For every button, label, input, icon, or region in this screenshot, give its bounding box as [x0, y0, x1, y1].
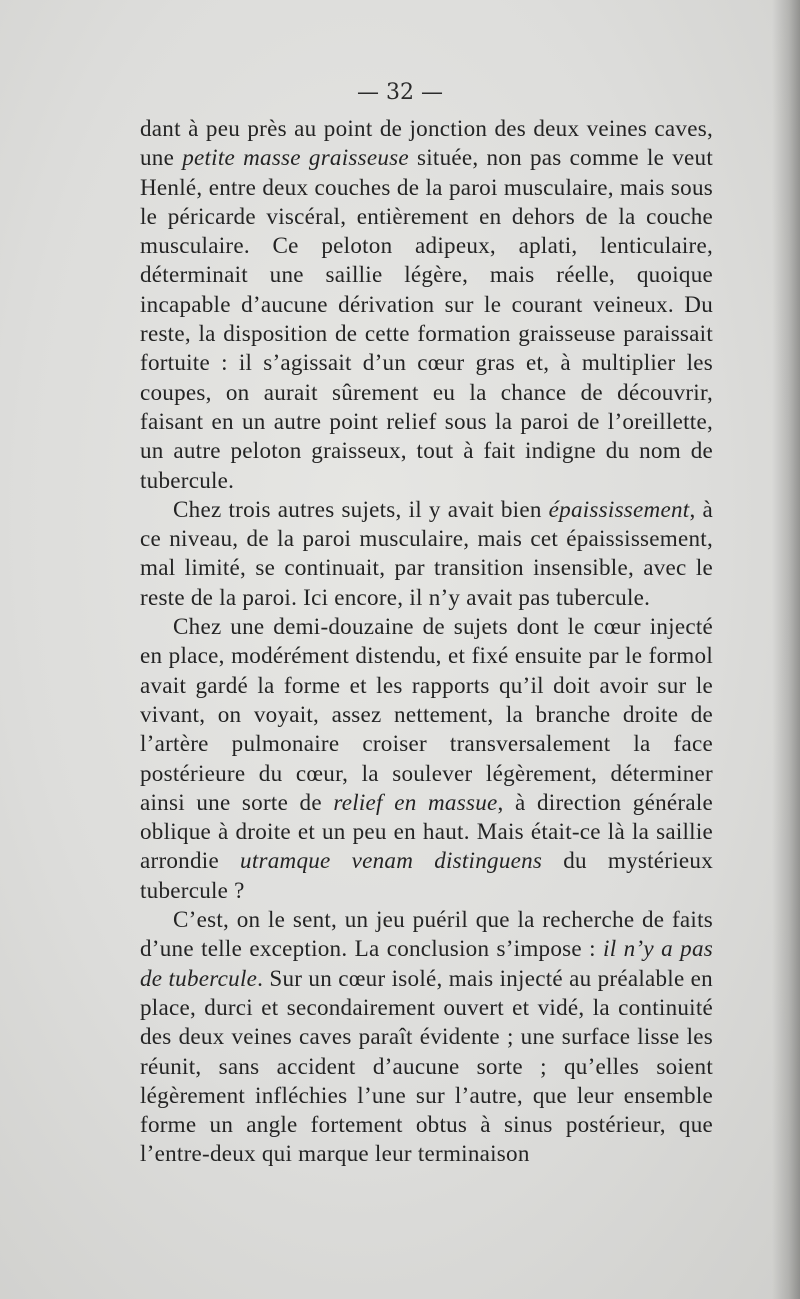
text-run: dant à peu près au point de jonction des deux veines caves, une — [140, 115, 713, 171]
body-text — [140, 114, 713, 1169]
text-run: située, non pas comme le veut Henlé, entre deux couches de la paroi musculaire, mais sous le péricarde viscéral, entièrement en dehors de la couche musculaire. Ce peloton adipeux, aplati, lenticulaire, déterminait une saillie légère, mais réelle, quoique incapable d’aucune dérivation sur le courant veineux. Du reste, la disposition de cette formation graisseuse paraissait fortuite : il s’agissait d’un cœur gras et, à multiplier les coupes, on aurait sûrement eu la chance de découvrir, faisant en un autre point relief sous la paroi de l’oreillette, un autre peloton graisseux, tout à fait indigne du nom de tubercule. — [140, 144, 713, 493]
paragraph-4 — [140, 905, 713, 1169]
paragraph-2 — [140, 495, 713, 612]
text-run: , à direction générale oblique à droite et un peu en haut. Mais était-ce là la saillie arrondie — [140, 788, 714, 874]
text-run: du mystérieux tubercule ? — [140, 847, 713, 903]
italic-term: petite masse graisseuse — [182, 144, 409, 171]
text-run: , à ce niveau, de la paroi musculaire, mais cet épaississement, mal limité, se continuait, par transition insensible, avec le reste de la paroi. Ici encore, il n’y avait pas tubercule. — [140, 495, 713, 610]
paragraph-1 — [140, 114, 713, 495]
page-number: — 32 — — [357, 80, 443, 105]
paragraph-3 — [140, 612, 713, 905]
text-run: Chez trois autres sujets, il y avait bien — [173, 495, 549, 522]
page-edge-shadow — [772, 0, 800, 1299]
italic-term: il n’y a pas de tubercule — [140, 935, 713, 991]
italic-term: épaississement — [548, 495, 690, 522]
text-run: C’est, on le sent, un jeu puéril que la recherche de faits d’une telle exception. La conclusion s’impose : — [140, 906, 713, 962]
italic-term: utramque venam distinguens — [240, 847, 543, 874]
text-run: Chez une demi-douzaine de sujets dont le cœur injecté en place, modérément distendu, et fixé ensuite par le formol avait gardé la forme et les rapports qu’il doit avoir sur le vivant, on voyait, assez nettement, la branche droite de l’artère pulmonaire croiser transversalement la face postérieure du cœur, la soulever légèrement, déterminer ainsi une sorte de — [140, 613, 713, 815]
italic-term: relief en massue — [333, 788, 498, 815]
text-run: . Sur un cœur isolé, mais injecté au préalable en place, durci et secondairement ouvert et vidé, la continuité des deux veines caves paraît évidente ; une surface lisse les réunit, sans accident d’aucune sorte ; qu’elles soient légèrement infléchies l’une sur l’autre, que leur ensemble forme un angle fortement obtus à sinus postérieur, que l’entre-deux qui marque leur terminaison — [140, 964, 713, 1167]
